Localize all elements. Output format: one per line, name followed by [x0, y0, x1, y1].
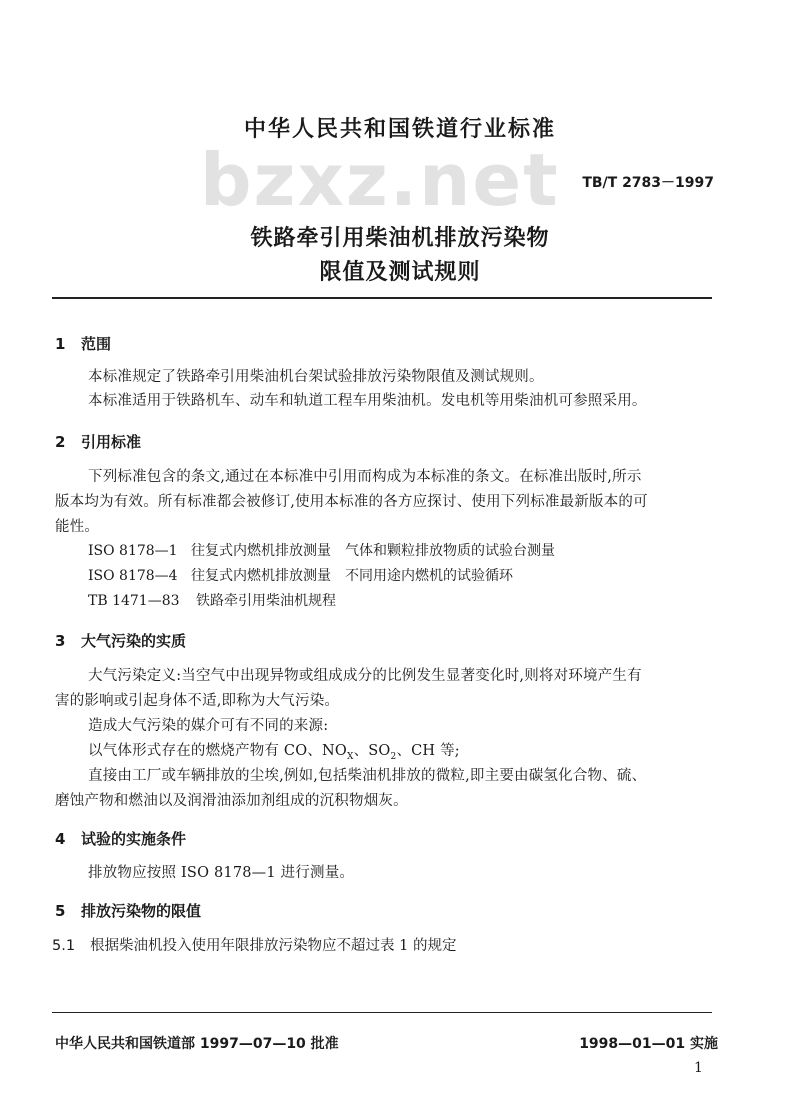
document-title-line-1: 铁路牵引用柴油机排放污染物: [250, 226, 550, 251]
subsection-5-1-number: 5.1: [52, 938, 76, 954]
section-4-paragraph-1: 排放物应按照 ISO 8178—1 进行测量。: [88, 865, 355, 881]
reference-title: 往复式内燃机排放测量: [191, 543, 331, 559]
combustion-products-text: 以气体形式存在的燃烧产物有 CO、NO: [88, 743, 347, 759]
combustion-products-text: 、CH 等;: [396, 743, 460, 759]
reference-title: 往复式内燃机排放测量: [191, 568, 331, 584]
standard-code: TB/T 2783－1997: [582, 175, 714, 191]
page-number: 1: [694, 1060, 703, 1076]
combustion-products-text: 、SO: [353, 743, 391, 759]
standard-category-title: 中华人民共和国铁道行业标准: [243, 117, 556, 142]
approval-statement: 中华人民共和国铁道部 1997—07—10 批准: [55, 1036, 339, 1052]
nox-subscript: X: [346, 751, 354, 762]
section-3-paragraph-2: 造成大气污染的媒介可有不同的来源:: [88, 718, 329, 734]
section-3-title: 大气污染的实质: [81, 632, 187, 650]
reference-item: [88, 565, 513, 585]
section-5-heading: [55, 900, 201, 921]
section-2-title: 引用标准: [81, 433, 142, 451]
document-title: [0, 222, 800, 290]
section-4-number: 4: [55, 830, 66, 848]
so2-subscript: 2: [390, 751, 397, 762]
section-2-paragraph-line-3: 能性。: [55, 519, 100, 535]
subsection-5-1-text: 根据柴油机投入使用年限排放污染物应不超过表 1 的规定: [90, 938, 457, 954]
section-1-number: 1: [55, 335, 66, 353]
footer-divider: [52, 1012, 712, 1013]
section-5-title: 排放污染物的限值: [81, 902, 202, 920]
section-1-paragraph-1: 本标准规定了铁路牵引用柴油机台架试验排放污染物限值及测试规则。: [88, 369, 544, 385]
section-2-paragraph-line-1: 下列标准包含的条文,通过在本标准中引用而构成为本标准的条文。在标准出版时,所示: [88, 469, 642, 485]
reference-title: 铁路牵引用柴油机规程: [196, 593, 336, 609]
section-3-paragraph-3: [88, 739, 460, 762]
reference-code: TB 1471—83: [88, 593, 180, 609]
section-5-number: 5: [55, 902, 66, 920]
section-3-paragraph-1-line-2: 害的影响或引起身体不适,即称为大气污染。: [55, 693, 340, 709]
document-title-line-2: 限值及测试规则: [319, 260, 481, 285]
section-2-number: 2: [55, 433, 66, 451]
section-1-title: 范围: [81, 335, 112, 353]
reference-item: [88, 540, 555, 560]
section-3-heading: [55, 630, 186, 651]
section-2-heading: [55, 431, 141, 452]
subsection-5-1: [52, 934, 456, 955]
section-4-title: 试验的实施条件: [81, 830, 187, 848]
title-divider: [52, 297, 712, 299]
reference-part: 不同用途内燃机的试验循环: [345, 568, 513, 584]
section-3-number: 3: [55, 632, 66, 650]
section-1-heading: [55, 333, 111, 354]
section-3-paragraph-4-line-2: 磨蚀产物和燃油以及润滑油添加剂组成的沉积物烟灰。: [55, 793, 408, 809]
section-4-heading: [55, 828, 186, 849]
reference-code: ISO 8178—1: [88, 543, 178, 559]
reference-code: ISO 8178—4: [88, 568, 178, 584]
reference-item: [88, 590, 336, 610]
section-3-paragraph-1-line-1: 大气污染定义:当空气中出现异物或组成成分的比例发生显著变化时,则将对环境产生有: [88, 668, 642, 684]
reference-part: 气体和颗粒排放物质的试验台测量: [345, 543, 555, 559]
section-1-paragraph-2: 本标准适用于铁路机车、动车和轨道工程车用柴油机。发电机等用柴油机可参照采用。: [88, 393, 647, 409]
watermark: bzxz.net: [200, 138, 560, 222]
section-2-paragraph-line-2: 版本均为有效。所有标准都会被修订,使用本标准的各方应探讨、使用下列标准最新版本的可: [55, 494, 648, 510]
section-3-paragraph-4-line-1: 直接由工厂或车辆排放的尘埃,例如,包括柴油机排放的微粒,即主要由碳氢化合物、硫、: [88, 768, 647, 784]
implementation-date: 1998—01—01 实施: [579, 1036, 718, 1052]
